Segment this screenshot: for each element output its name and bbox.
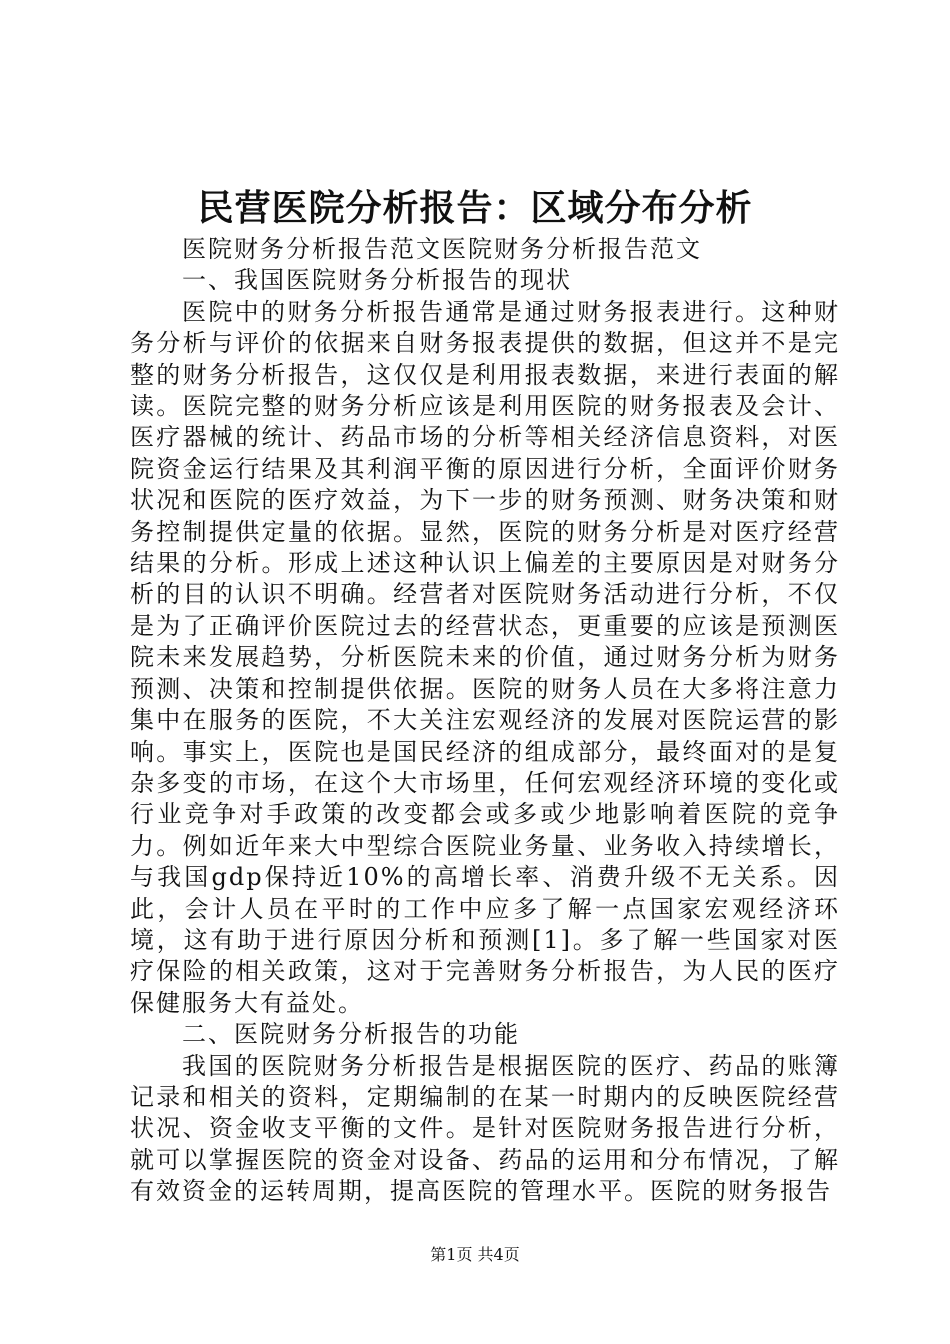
- intro-line: 医院财务分析报告范文医院财务分析报告范文: [182, 235, 702, 263]
- page-number-footer: 第1页 共4页: [430, 1245, 520, 1264]
- section-heading-2: 二、医院财务分析报告的功能: [182, 1020, 520, 1049]
- document-body: [130, 234, 840, 1208]
- section-heading-1: 一、我国医院财务分析报告的现状: [182, 266, 572, 295]
- section-paragraph-2: 我国的医院财务分析报告是根据医院的医疗、药品的账簿记录和相关的资料，定期编制的在某一时期内的反映医院经营状况、资金收支平衡的文件。是针对医院财务报告进行分析，就可以掌握医院的资金对设备、药品的运用和分布情况，了解有效资金的运转周期，提高医院的管理水平。医院的财务报告: [130, 1051, 840, 1206]
- section-paragraph-1: 医院中的财务分析报告通常是通过财务报表进行。这种财务分析与评价的依据来自财务报表提供的数据，但这并不是完整的财务分析报告，这仅仅是利用报表数据，来进行表面的解读。医院完整的财务分析应该是利用医院的财务报表及会计、医疗器械的统计、药品市场的分析等相关经济信息资料，对医院资金运行结果及其利润平衡的原因进行分析，全面评价财务状况和医院的医疗效益，为下一步的财务预测、财务决策和财务控制提供定量的依据。显然，医院的财务分析是对医疗经营结果的分析。形成上述这种认识上偏差的主要原因是对财务分析的目的认识不明确。经营者对医院财务活动进行分析，不仅是为了正确评价医院过去的经营状态，更重要的应该是预测医院未来发展趋势，分析医院未来的价值，通过财务分析为财务预测、决策和控制提供依据。医院的财务人员在大多将注意力集中在服务的医院，不大关注宏观经济的发展对医院运营的影响。事实上，医院也是国民经济的组成部分，最终面对的是复杂多变的市场，在这个大市场里，任何宏观经济环境的变化或行业竞争对手政策的改变都会或多或少地影响着医院的竞争力。例如近年来大中型综合医院业务量、业务收入持续增长，与我国gdp保持近10%的高增长率、消费升级不无关系。因此，会计人员在平时的工作中应多了解一点国家宏观经济环境，这有助于进行原因分析和预测[1]。多了解一些国家对医疗保险的相关政策，这对于完善财务分析报告，为人民的医疗保健服务大有益处。: [130, 297, 840, 1017]
- document-title: 民营医院分析报告：区域分布分析: [197, 187, 753, 229]
